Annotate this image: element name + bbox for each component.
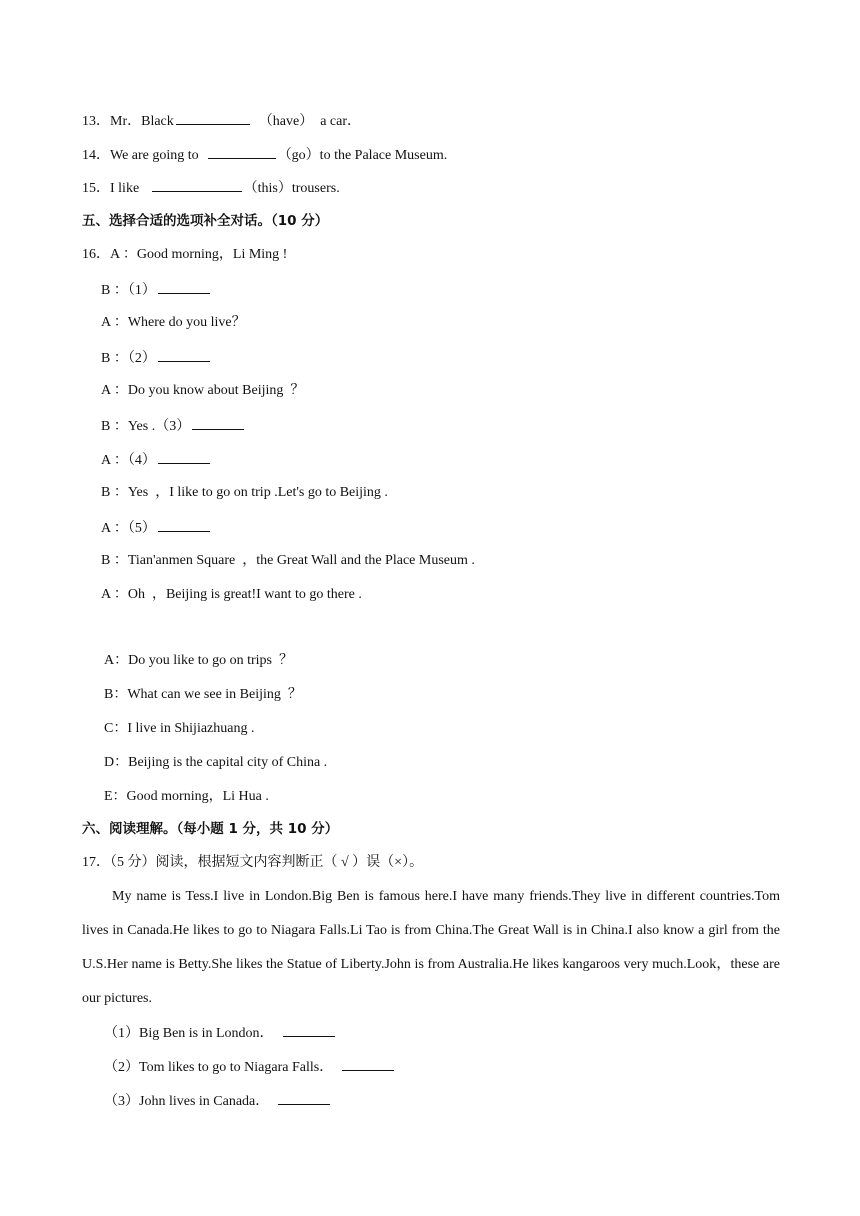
judgement-text: （3）John lives in Canada． (104, 1094, 277, 1109)
judgement-text: （2）Tom likes to go to Niagara Falls． (104, 1060, 341, 1075)
q14-hint: （go）to the Palace Museum. (277, 148, 448, 163)
question-14 (82, 144, 447, 166)
section-5-heading: 五、选择合适的选项补全对话。（10 分） (82, 213, 329, 229)
option-item: E：Good morning，Li Hua . (104, 789, 269, 804)
q14-text: 14．We are going to (82, 148, 206, 163)
question-13 (82, 110, 361, 132)
dialog-line-text: B ：Tian'anmen Square ，the Great Wall and the Place Museum . (101, 553, 475, 568)
q15-hint: （this）trousers. (243, 181, 340, 196)
judgement-item (104, 1022, 337, 1044)
judgement-blank[interactable] (278, 1090, 330, 1105)
q13-text: 13．Mr．Black (82, 114, 174, 129)
dialog-blank[interactable] (192, 415, 244, 430)
dialog-line (101, 517, 212, 539)
dialog-blank[interactable] (158, 279, 210, 294)
question-17-intro: 17．（5 分）阅读，根据短文内容判断正（ √ ）误（×）。 (82, 855, 424, 870)
q15-blank[interactable] (152, 177, 242, 192)
question-16-intro: 16．A ：Good morning，Li Ming ! (82, 247, 288, 262)
dialog-line (101, 449, 212, 471)
option-item: A：Do you like to go on trips ？ (104, 653, 293, 668)
dialog-blank[interactable] (158, 449, 210, 464)
dialog-line (101, 313, 246, 333)
dialog-line (101, 483, 388, 503)
dialog-line (101, 585, 362, 605)
dialog-line-text: B ：Yes ，I like to go on trip .Let's go to Beijing . (101, 485, 388, 500)
dialog-line (101, 551, 475, 571)
dialog-line-text: A ：（5） (101, 521, 156, 536)
dialog-line (101, 279, 212, 301)
judgement-blank[interactable] (283, 1022, 335, 1037)
section-6-heading: 六、阅读理解。（每小题 1 分，共 10 分） (82, 821, 339, 837)
q13-blank[interactable] (176, 110, 250, 125)
passage-text: My name is Tess.I live in London.Big Ben is famous here.I have many friends.They live in different countries.Tom lives in Canada.He likes to go to Niagara Falls.Li Tao is from China.The Great Wall is in China.I also know a girl from the U.S.Her name is Betty.She likes the Statue of Liberty.John is from Australia.He likes kangaroos very much.Look，these are our pictures. (82, 889, 780, 1006)
q13-hint: （have） a car． (251, 114, 361, 129)
dialog-line (101, 381, 304, 401)
dialog-line-text: A ：Where do you live？ (101, 315, 246, 330)
judgement-text: （1）Big Ben is in London． (104, 1026, 281, 1041)
reading-passage (82, 880, 780, 1016)
dialog-line (101, 347, 212, 369)
q14-blank[interactable] (208, 144, 276, 159)
judgement-item (104, 1090, 332, 1112)
dialog-line-text: A ：Oh ，Beijing is great!I want to go there . (101, 587, 362, 602)
dialog-line-text: A ：Do you know about Beijing ？ (101, 383, 305, 398)
dialog-line-text: B ：（1） (101, 283, 156, 298)
question-15 (82, 177, 340, 199)
dialog-line (101, 415, 246, 437)
dialog-blank[interactable] (158, 517, 210, 532)
judgement-item (104, 1056, 396, 1078)
option-item: B：What can we see in Beijing ？ (104, 687, 302, 702)
dialog-line-text: B ：（2） (101, 351, 156, 366)
q15-text: 15．I like (82, 181, 150, 196)
dialog-blank[interactable] (158, 347, 210, 362)
option-item: D：Beijing is the capital city of China . (104, 755, 328, 770)
dialog-line-text: A ：（4） (101, 453, 156, 468)
judgement-blank[interactable] (342, 1056, 394, 1071)
dialog-line-text: B ：Yes .（3） (101, 419, 191, 434)
option-item: C：I live in Shijiazhuang . (104, 721, 255, 736)
